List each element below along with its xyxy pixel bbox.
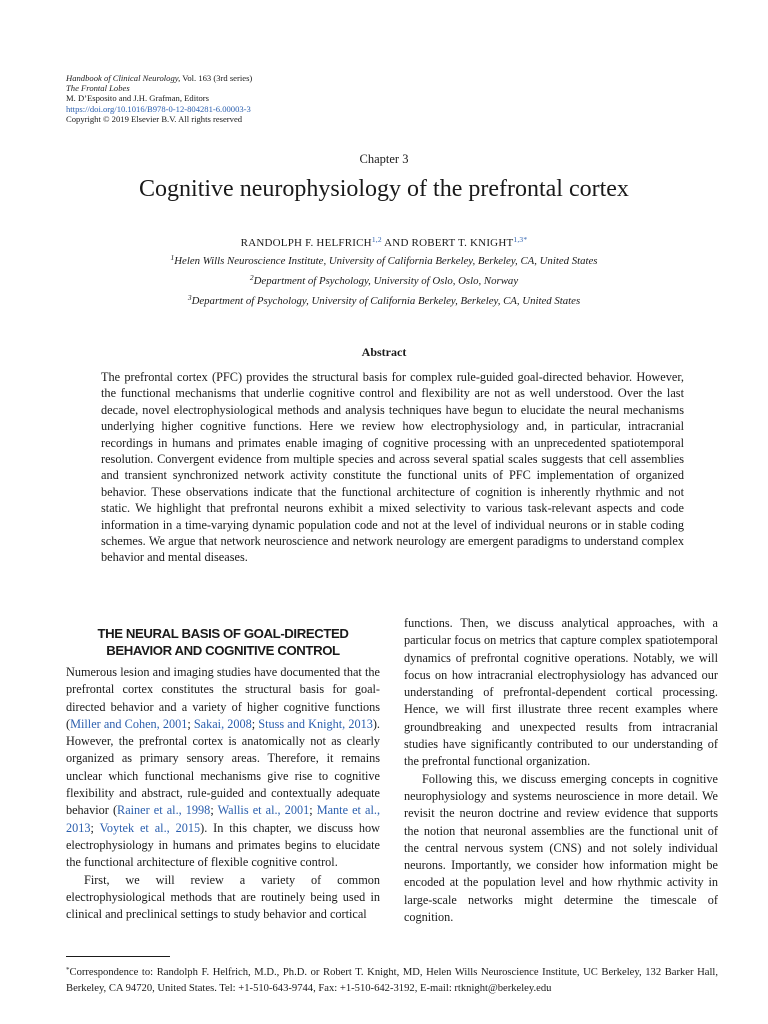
section-heading-line: THE NEURAL BASIS OF GOAL-DIRECTED bbox=[97, 626, 349, 641]
affiliation-text: Department of Psychology, University of Oslo, Oslo, Norway bbox=[253, 275, 519, 287]
author-name: RANDOLPH F. HELFRICH bbox=[240, 237, 372, 249]
book-title: The Frontal Lobes bbox=[66, 83, 130, 94]
affiliation-number: 1 bbox=[170, 253, 175, 262]
text-run: ). In this chapter, we discuss how electrophysiology in humans and primates begins to elucidate the functional architecture of flexible cognitive control. bbox=[66, 820, 380, 870]
abstract-text: The prefrontal cortex (PFC) provides the structural basis for complex rule-guided goal-directed behavior. However, the functional mechanisms that underlie cognitive control and flexibility are not as well understood. Over the last decade, novel electrophysiological methods and analysis techniques have begun to elucidate the neural mechanisms underlying higher cognitive functions. Here we review how electrophysiology and, in particular, intracranial recordings in humans and primates enable imaging of cognitive processing with an unprecedented spatiotemporal resolution. Convergent evidence from multiple species and across several spatial scales suggests that cell assemblies and transient synchronized network activity constitute the functional units of PFC implementation of organized behavior. These observations indicate that the functional architecture of cognition is inherently rhythmic and not static. We highlight that prefrontal neurons exhibit a mixed selectivity to various task-relevant aspects and code information in a time-varying dynamic population code and not at the level of individual neurons or in stable coding schemes. We argue that network neuroscience and network neurology are emergent paradigms to understand complex behavior and mental diseases. bbox=[101, 370, 684, 565]
publication-metadata bbox=[66, 73, 252, 124]
text-run: ; bbox=[251, 716, 259, 731]
affiliation-text: Helen Wills Neuroscience Institute, University of California Berkeley, Berkeley, CA, United States bbox=[174, 255, 598, 267]
citation-link[interactable]: Stuss and Knight, 2013 bbox=[258, 716, 373, 731]
footnote bbox=[66, 962, 718, 997]
footnote-text: Correspondence to: Randolph F. Helfrich, M.D., Ph.D. or Robert T. Knight, MD, Helen Wills Neuroscience Institute, UC Berkeley, 132 Barker Hall, Berkeley, CA 94720, United States. Tel: +1-510-643-9744, Fax: +1-510-642-3192, E-mail: rtknight@berkeley.edu bbox=[66, 967, 718, 994]
handbook-title: Handbook of Clinical Neurology, bbox=[66, 73, 181, 83]
right-column bbox=[404, 615, 718, 926]
text-run: ). However, the prefrontal cortex is anatomically not as clearly organized as primary sensory areas. Therefore, it remains unclear which functional mechanisms give rise to cognitive flexibility and abstract, rule-guided and contextually adequate behavior ( bbox=[66, 716, 380, 818]
text-run: ; bbox=[309, 803, 317, 818]
author-name: ROBERT T. KNIGHT bbox=[411, 237, 514, 249]
chapter-label: Chapter 3 bbox=[359, 152, 409, 166]
citation-link[interactable]: Sakai, 2008 bbox=[193, 716, 252, 731]
chapter-title: Cognitive neurophysiology of the prefrontal cortex bbox=[139, 176, 629, 202]
body-paragraph: Following this, we discuss emerging concepts in cognitive neurophysiology and systems neuroscience in more detail. We revisit the neuron doctrine and review evidence that supports the notion that neuronal assemblies are the functional unit of the central nervous system (CNS) and not solely individual neurons. Importantly, we consider how information might be encoded at the population level and how rhythmic activity in large-scale networks might determine the timescale of cognition. bbox=[404, 771, 718, 925]
citation-link[interactable]: Miller and Cohen, 2001 bbox=[70, 716, 188, 731]
abstract-heading: Abstract bbox=[361, 345, 407, 359]
correspondence-mark[interactable]: * bbox=[523, 235, 528, 244]
citation-link[interactable]: Mante et al., 2013 bbox=[66, 803, 381, 835]
handbook-line bbox=[66, 73, 252, 83]
author-conjunction: AND bbox=[381, 237, 412, 249]
citation-link[interactable]: Wallis et al., 2001 bbox=[217, 803, 310, 818]
editors: M. D’Esposito and J.H. Grafman, Editors bbox=[66, 93, 209, 104]
author-line bbox=[0, 235, 768, 249]
footnote-mark: * bbox=[66, 966, 70, 974]
affiliation-2 bbox=[0, 273, 768, 287]
affiliation-ref[interactable]: 1,2 bbox=[371, 235, 382, 244]
text-run: Numerous lesion and imaging studies have documented that the prefrontal cortex constitutes the structural basis for goal-directed behavior and a variety of higher cognitive functions ( bbox=[66, 665, 380, 731]
text-run: ; bbox=[90, 820, 100, 835]
body-paragraph: functions. Then, we discuss analytical approaches, with a particular focus on metrics that capture complex spatiotemporal dynamics of prefrontal cognitive operations. Notably, we will focus on how intracranial electrophysiology has advanced our understanding of prefrontal-dependent cortical processing. Hence, we will first illustrate three recent examples where groundbreaking and unexpected results from intracranial studies have significantly contributed to our understanding of the prefrontal functional organization. bbox=[404, 616, 718, 769]
affiliation-3 bbox=[0, 293, 768, 307]
affiliation-1 bbox=[0, 253, 768, 267]
footnote-rule bbox=[66, 956, 170, 957]
affiliation-text: Department of Psychology, University of California Berkeley, Berkeley, CA, United States bbox=[191, 295, 581, 307]
text-run: ; bbox=[187, 716, 194, 731]
left-column bbox=[66, 664, 380, 923]
body-paragraph bbox=[66, 664, 380, 872]
affiliation-ref[interactable]: 1,3 bbox=[513, 235, 524, 244]
affiliation-number: 3 bbox=[187, 293, 192, 302]
citation-link[interactable]: Voytek et al., 2015 bbox=[99, 820, 201, 835]
affiliation-number: 2 bbox=[249, 273, 254, 282]
text-run: ; bbox=[210, 803, 218, 818]
citation-link[interactable]: Rainer et al., 1998 bbox=[117, 803, 211, 818]
section-heading-line: BEHAVIOR AND COGNITIVE CONTROL bbox=[106, 643, 340, 658]
copyright: Copyright © 2019 Elsevier B.V. All rights reserved bbox=[66, 113, 243, 124]
doi-link[interactable]: https://doi.org/10.1016/B978-0-12-804281-6.00003-3 bbox=[66, 103, 251, 114]
body-paragraph: First, we will review a variety of common electrophysiological methods that are routinely being used in clinical and preclinical settings to study behavior and cortical bbox=[66, 872, 380, 922]
handbook-volume: Vol. 163 (3rd series) bbox=[180, 73, 253, 83]
section-heading bbox=[66, 625, 380, 659]
